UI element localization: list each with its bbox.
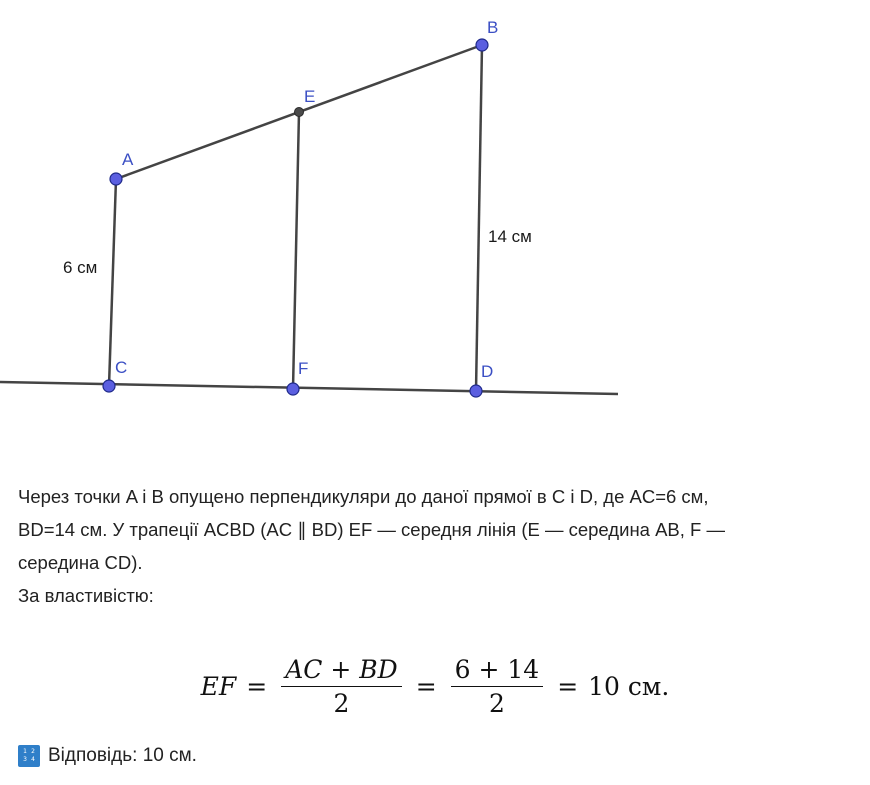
point-e [295, 108, 304, 117]
point-b [476, 39, 488, 51]
segment-bd [476, 45, 482, 391]
formula-fraction-2 [451, 655, 544, 718]
answer-icon [18, 745, 40, 767]
label-f: F [298, 359, 309, 378]
label-c: C [115, 358, 128, 377]
formula-equals-3: = [557, 672, 579, 701]
point-a [110, 173, 122, 185]
label-b: B [487, 18, 499, 37]
base-line [0, 382, 618, 394]
answer-icon-digit: 1 [23, 748, 27, 755]
fraction-1-denominator: 2 [333, 689, 350, 718]
fraction-2-denominator: 2 [488, 689, 505, 718]
solution-line-3: середина CD). [18, 552, 143, 573]
label-e: E [304, 87, 316, 106]
answer-row [18, 745, 197, 767]
answer-icon-digit: 2 [31, 748, 35, 755]
answer-text: Відповідь: 10 см. [48, 745, 197, 766]
midline-formula [0, 655, 870, 718]
solution-line-2: BD=14 см. У трапеції ACBD (AC ∥ BD) EF — середня лінія (E — середина AB, F — [18, 519, 725, 540]
formula-equals-1: = [246, 672, 268, 701]
label-d: D [481, 362, 494, 381]
answer-icon-digit: 3 [23, 756, 27, 763]
answer-icon-digit: 4 [31, 756, 35, 763]
segment-ac [109, 179, 116, 386]
segment-ef [293, 112, 299, 389]
formula-lhs: EF [200, 672, 237, 701]
label-a: A [122, 150, 134, 169]
formula-fraction-1 [281, 655, 401, 718]
formula-result: 10 см. [588, 672, 670, 701]
length-ac-label: 6 см [63, 258, 98, 277]
point-c [103, 380, 115, 392]
solution-text [18, 480, 858, 612]
point-d [470, 385, 482, 397]
length-bd-label: 14 см [488, 227, 532, 246]
point-f [287, 383, 299, 395]
fraction-2-numerator: 6 + 14 [451, 655, 544, 687]
solution-line-4: За властивістю: [18, 585, 154, 606]
solution-line-1: Через точки A і B опущено перпендикуляри до даної прямої в C і D, де AC=6 см, [18, 486, 709, 507]
formula-equals-2: = [415, 672, 437, 701]
fraction-1-numerator: AC + BD [281, 655, 401, 687]
